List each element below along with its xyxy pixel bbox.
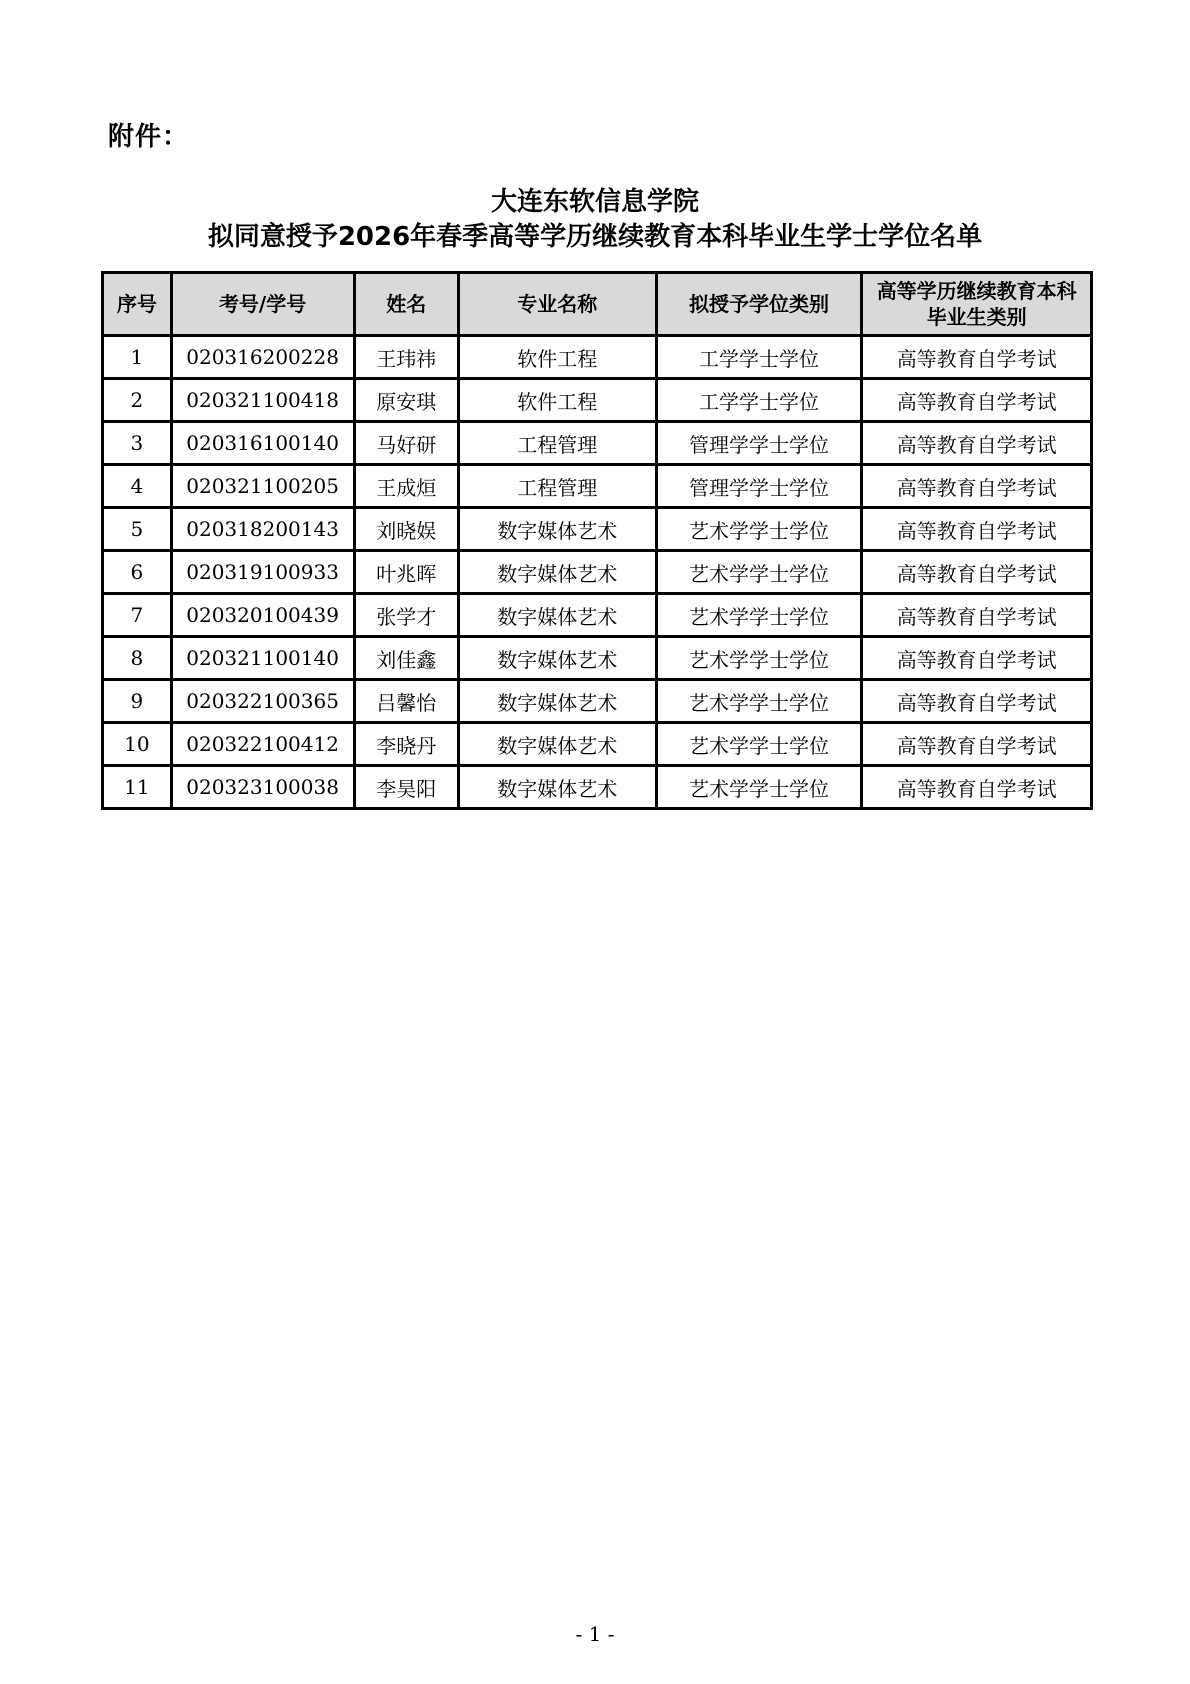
cell-exam-id: 020321100140 — [171, 637, 354, 680]
cell-major: 软件工程 — [458, 379, 656, 422]
cell-degree: 艺术学学士学位 — [656, 680, 862, 723]
attachment-label: 附件： — [108, 122, 190, 152]
cell-major: 数字媒体艺术 — [458, 723, 656, 766]
table-row — [103, 508, 1092, 551]
cell-exam-id: 020322100365 — [171, 680, 354, 723]
cell-name: 刘佳鑫 — [354, 637, 458, 680]
cell-seq: 11 — [103, 766, 172, 809]
table-row — [103, 551, 1092, 594]
cell-degree: 艺术学学士学位 — [656, 723, 862, 766]
header-graduate-type-line1: 高等学历继续教育本科 — [876, 279, 1077, 303]
cell-graduate-type: 高等教育自学考试 — [862, 680, 1092, 723]
cell-exam-id: 020322100412 — [171, 723, 354, 766]
cell-graduate-type: 高等教育自学考试 — [862, 336, 1092, 379]
cell-name: 张学才 — [354, 594, 458, 637]
cell-major: 工程管理 — [458, 465, 656, 508]
header-seq: 序号 — [103, 273, 172, 336]
table-row — [103, 637, 1092, 680]
table-row — [103, 422, 1092, 465]
cell-seq: 4 — [103, 465, 172, 508]
table-row — [103, 465, 1092, 508]
cell-seq: 9 — [103, 680, 172, 723]
cell-major: 数字媒体艺术 — [458, 766, 656, 809]
cell-exam-id: 020323100038 — [171, 766, 354, 809]
cell-seq: 6 — [103, 551, 172, 594]
cell-name: 李晓丹 — [354, 723, 458, 766]
header-row — [103, 273, 1092, 336]
cell-exam-id: 020318200143 — [171, 508, 354, 551]
document-title-institution: 大连东软信息学院 — [490, 187, 699, 217]
table-row — [103, 680, 1092, 723]
cell-degree: 艺术学学士学位 — [656, 766, 862, 809]
cell-name: 王玮祎 — [354, 336, 458, 379]
table-row — [103, 594, 1092, 637]
cell-major: 工程管理 — [458, 422, 656, 465]
cell-graduate-type: 高等教育自学考试 — [862, 379, 1092, 422]
header-major: 专业名称 — [458, 273, 656, 336]
cell-major: 数字媒体艺术 — [458, 594, 656, 637]
cell-degree: 艺术学学士学位 — [656, 551, 862, 594]
cell-major: 软件工程 — [458, 336, 656, 379]
cell-major: 数字媒体艺术 — [458, 680, 656, 723]
table-row — [103, 723, 1092, 766]
cell-seq: 1 — [103, 336, 172, 379]
cell-degree: 管理学学士学位 — [656, 465, 862, 508]
cell-degree: 工学学士学位 — [656, 336, 862, 379]
degree-roster-table — [101, 271, 1093, 810]
cell-graduate-type: 高等教育自学考试 — [862, 594, 1092, 637]
table-body — [103, 336, 1092, 809]
cell-graduate-type: 高等教育自学考试 — [862, 465, 1092, 508]
table-row — [103, 336, 1092, 379]
cell-degree: 艺术学学士学位 — [656, 508, 862, 551]
cell-seq: 3 — [103, 422, 172, 465]
cell-exam-id: 020316200228 — [171, 336, 354, 379]
table-row — [103, 379, 1092, 422]
cell-graduate-type: 高等教育自学考试 — [862, 422, 1092, 465]
cell-exam-id: 020319100933 — [171, 551, 354, 594]
cell-degree: 艺术学学士学位 — [656, 637, 862, 680]
cell-seq: 10 — [103, 723, 172, 766]
cell-major: 数字媒体艺术 — [458, 637, 656, 680]
table-header — [103, 273, 1092, 336]
cell-name: 刘晓娱 — [354, 508, 458, 551]
cell-graduate-type: 高等教育自学考试 — [862, 723, 1092, 766]
cell-exam-id: 020320100439 — [171, 594, 354, 637]
page-number: - 1 - — [575, 1622, 615, 1646]
cell-graduate-type: 高等教育自学考试 — [862, 766, 1092, 809]
cell-exam-id: 020316100140 — [171, 422, 354, 465]
header-graduate-type-line2: 毕业生类别 — [926, 305, 1027, 329]
cell-graduate-type: 高等教育自学考试 — [862, 508, 1092, 551]
document-title-list: 拟同意授予2026年春季高等学历继续教育本科毕业生学士学位名单 — [207, 222, 983, 252]
header-name: 姓名 — [354, 273, 458, 336]
header-degree: 拟授予学位类别 — [656, 273, 862, 336]
cell-exam-id: 020321100205 — [171, 465, 354, 508]
cell-seq: 8 — [103, 637, 172, 680]
cell-seq: 5 — [103, 508, 172, 551]
cell-name: 王成烜 — [354, 465, 458, 508]
cell-seq: 7 — [103, 594, 172, 637]
header-exam-id: 考号/学号 — [171, 273, 354, 336]
cell-degree: 管理学学士学位 — [656, 422, 862, 465]
cell-degree: 艺术学学士学位 — [656, 594, 862, 637]
header-graduate-type — [862, 273, 1092, 336]
table-row — [103, 766, 1092, 809]
cell-exam-id: 020321100418 — [171, 379, 354, 422]
cell-major: 数字媒体艺术 — [458, 551, 656, 594]
cell-name: 原安琪 — [354, 379, 458, 422]
cell-graduate-type: 高等教育自学考试 — [862, 551, 1092, 594]
cell-graduate-type: 高等教育自学考试 — [862, 637, 1092, 680]
cell-seq: 2 — [103, 379, 172, 422]
cell-name: 马好研 — [354, 422, 458, 465]
cell-major: 数字媒体艺术 — [458, 508, 656, 551]
cell-name: 叶兆晖 — [354, 551, 458, 594]
cell-degree: 工学学士学位 — [656, 379, 862, 422]
cell-name: 吕馨怡 — [354, 680, 458, 723]
cell-name: 李昊阳 — [354, 766, 458, 809]
